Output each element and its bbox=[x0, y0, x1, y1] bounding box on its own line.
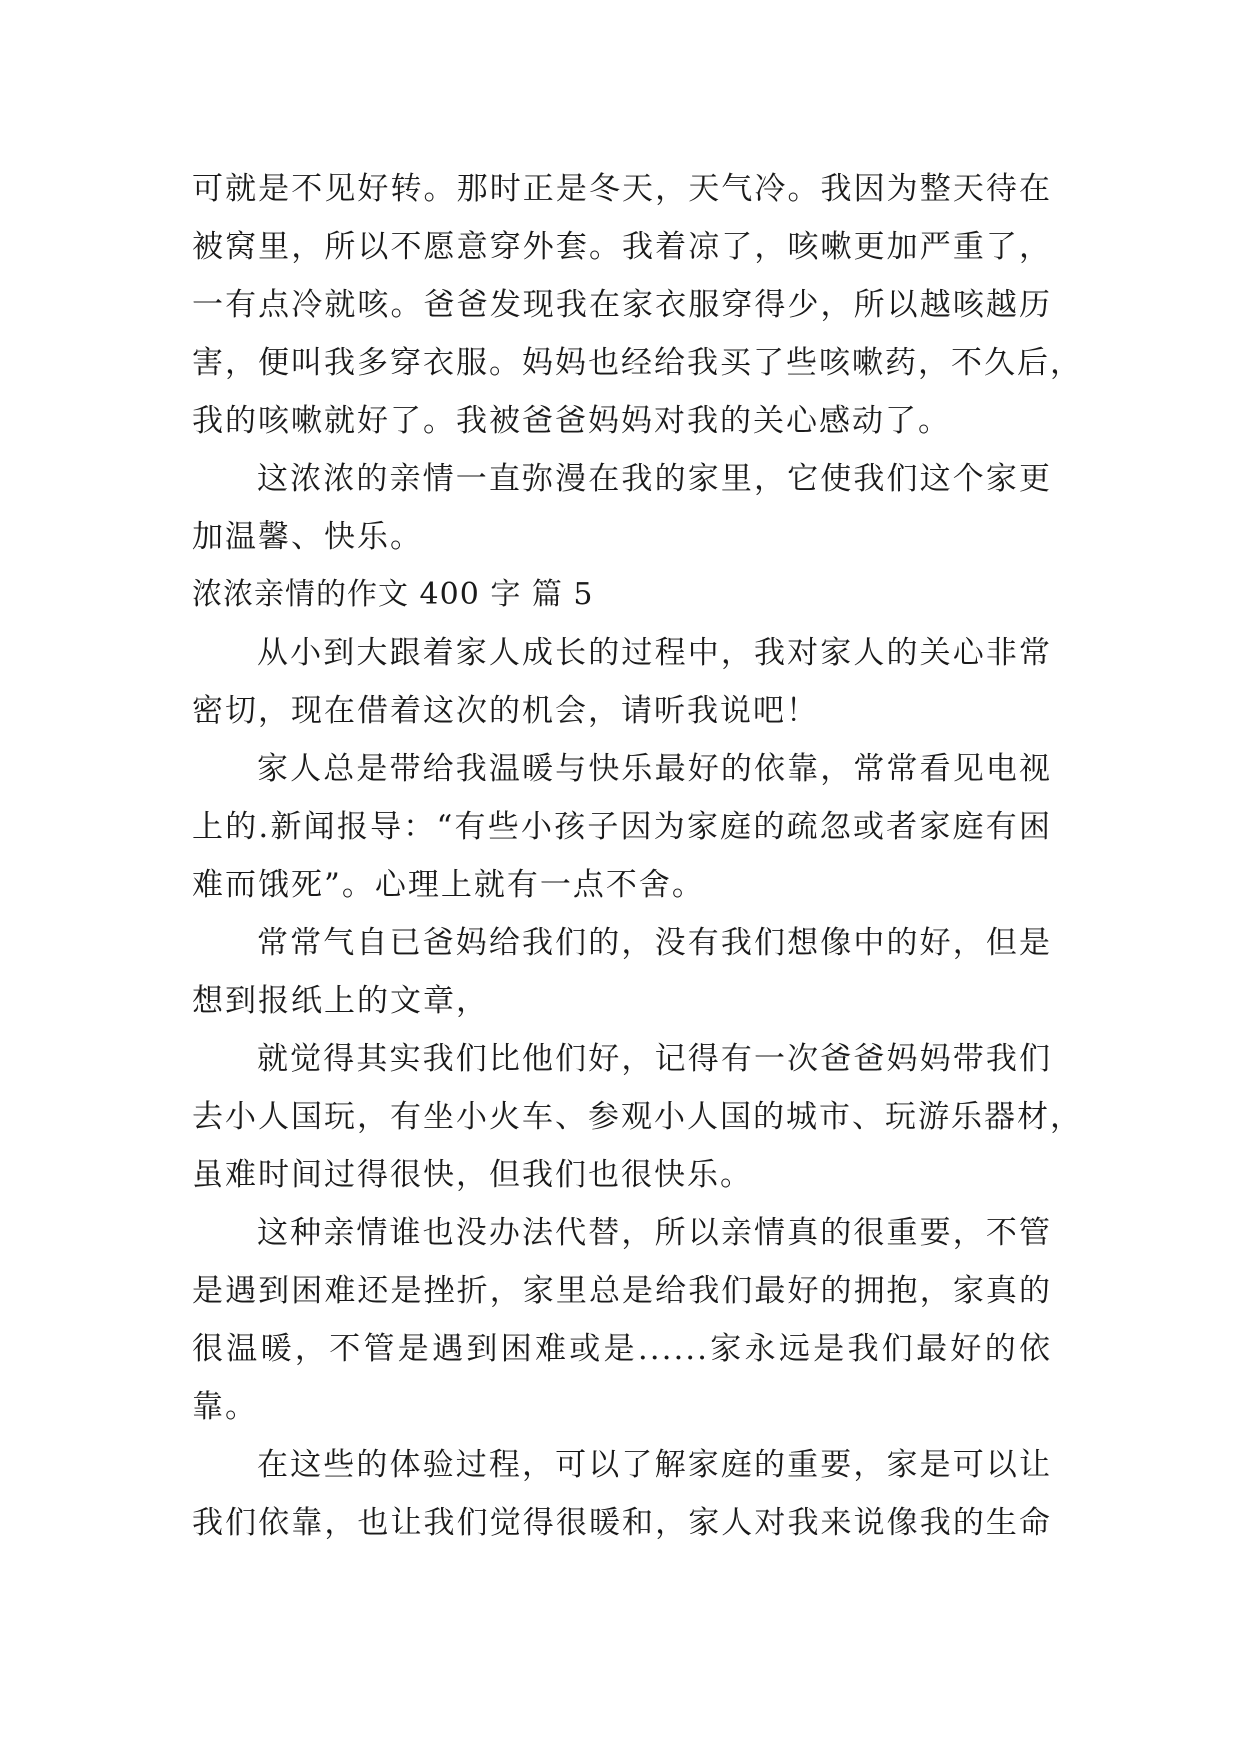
paragraph-line: 难而饿死”。心理上就有一点不舍。 bbox=[192, 867, 705, 903]
paragraph-line: 可就是不见好转。那时正是冬天，天气冷。我因为整天待在 bbox=[192, 171, 1052, 207]
paragraph-line: 这浓浓的亲情一直弥漫在我的家里，它使我们这个家更 bbox=[257, 461, 1052, 497]
paragraph-line: 我们依靠，也让我们觉得很暖和，家人对我来说像我的生命 bbox=[192, 1505, 1052, 1541]
paragraph-line: 靠。 bbox=[192, 1389, 258, 1425]
paragraph-line: 常常气自已爸妈给我们的，没有我们想像中的好，但是 bbox=[257, 925, 1052, 961]
document-page bbox=[192, 160, 1083, 1552]
paragraph-line: 被窝里，所以不愿意穿外套。我着凉了，咳嗽更加严重了， bbox=[192, 229, 1052, 265]
paragraph-line: 这种亲情谁也没办法代替，所以亲情真的很重要，不管 bbox=[257, 1215, 1052, 1251]
paragraph-line: 想到报纸上的文章， bbox=[192, 983, 489, 1019]
paragraph-line: 上的.新闻报导：“有些小孩子因为家庭的疏忽或者家庭有困 bbox=[192, 809, 1052, 845]
paragraph-line: 去小人国玩，有坐小火车、参观小人国的城市、玩游乐器材， bbox=[192, 1099, 1083, 1135]
paragraph-line: 我的咳嗽就好了。我被爸爸妈妈对我的关心感动了。 bbox=[192, 403, 951, 439]
paragraph-line: 害，便叫我多穿衣服。妈妈也经给我买了些咳嗽药，不久后， bbox=[192, 345, 1083, 381]
paragraph-line: 家人总是带给我温暖与快乐最好的依靠，常常看见电视 bbox=[257, 751, 1052, 787]
paragraph-line: 是遇到困难还是挫折，家里总是给我们最好的拥抱，家真的 bbox=[192, 1273, 1052, 1309]
paragraph-line: 虽难时间过得很快，但我们也很快乐。 bbox=[192, 1157, 753, 1193]
paragraph-line: 从小到大跟着家人成长的过程中，我对家人的关心非常 bbox=[257, 635, 1052, 671]
paragraph-line: 密切，现在借着这次的机会，请听我说吧！ bbox=[192, 693, 819, 729]
paragraph-line: 在这些的体验过程，可以了解家庭的重要，家是可以让 bbox=[257, 1447, 1052, 1483]
paragraph-line: 一有点冷就咳。爸爸发现我在家衣服穿得少，所以越咳越历 bbox=[192, 287, 1052, 323]
paragraph-line: 就觉得其实我们比他们好，记得有一次爸爸妈妈带我们 bbox=[257, 1041, 1052, 1077]
section-heading: 浓浓亲情的作文 400 字 篇 5 bbox=[192, 577, 594, 612]
paragraph-line: 很温暖，不管是遇到困难或是......家永远是我们最好的依 bbox=[192, 1331, 1052, 1367]
paragraph-line: 加温馨、快乐。 bbox=[192, 519, 423, 555]
